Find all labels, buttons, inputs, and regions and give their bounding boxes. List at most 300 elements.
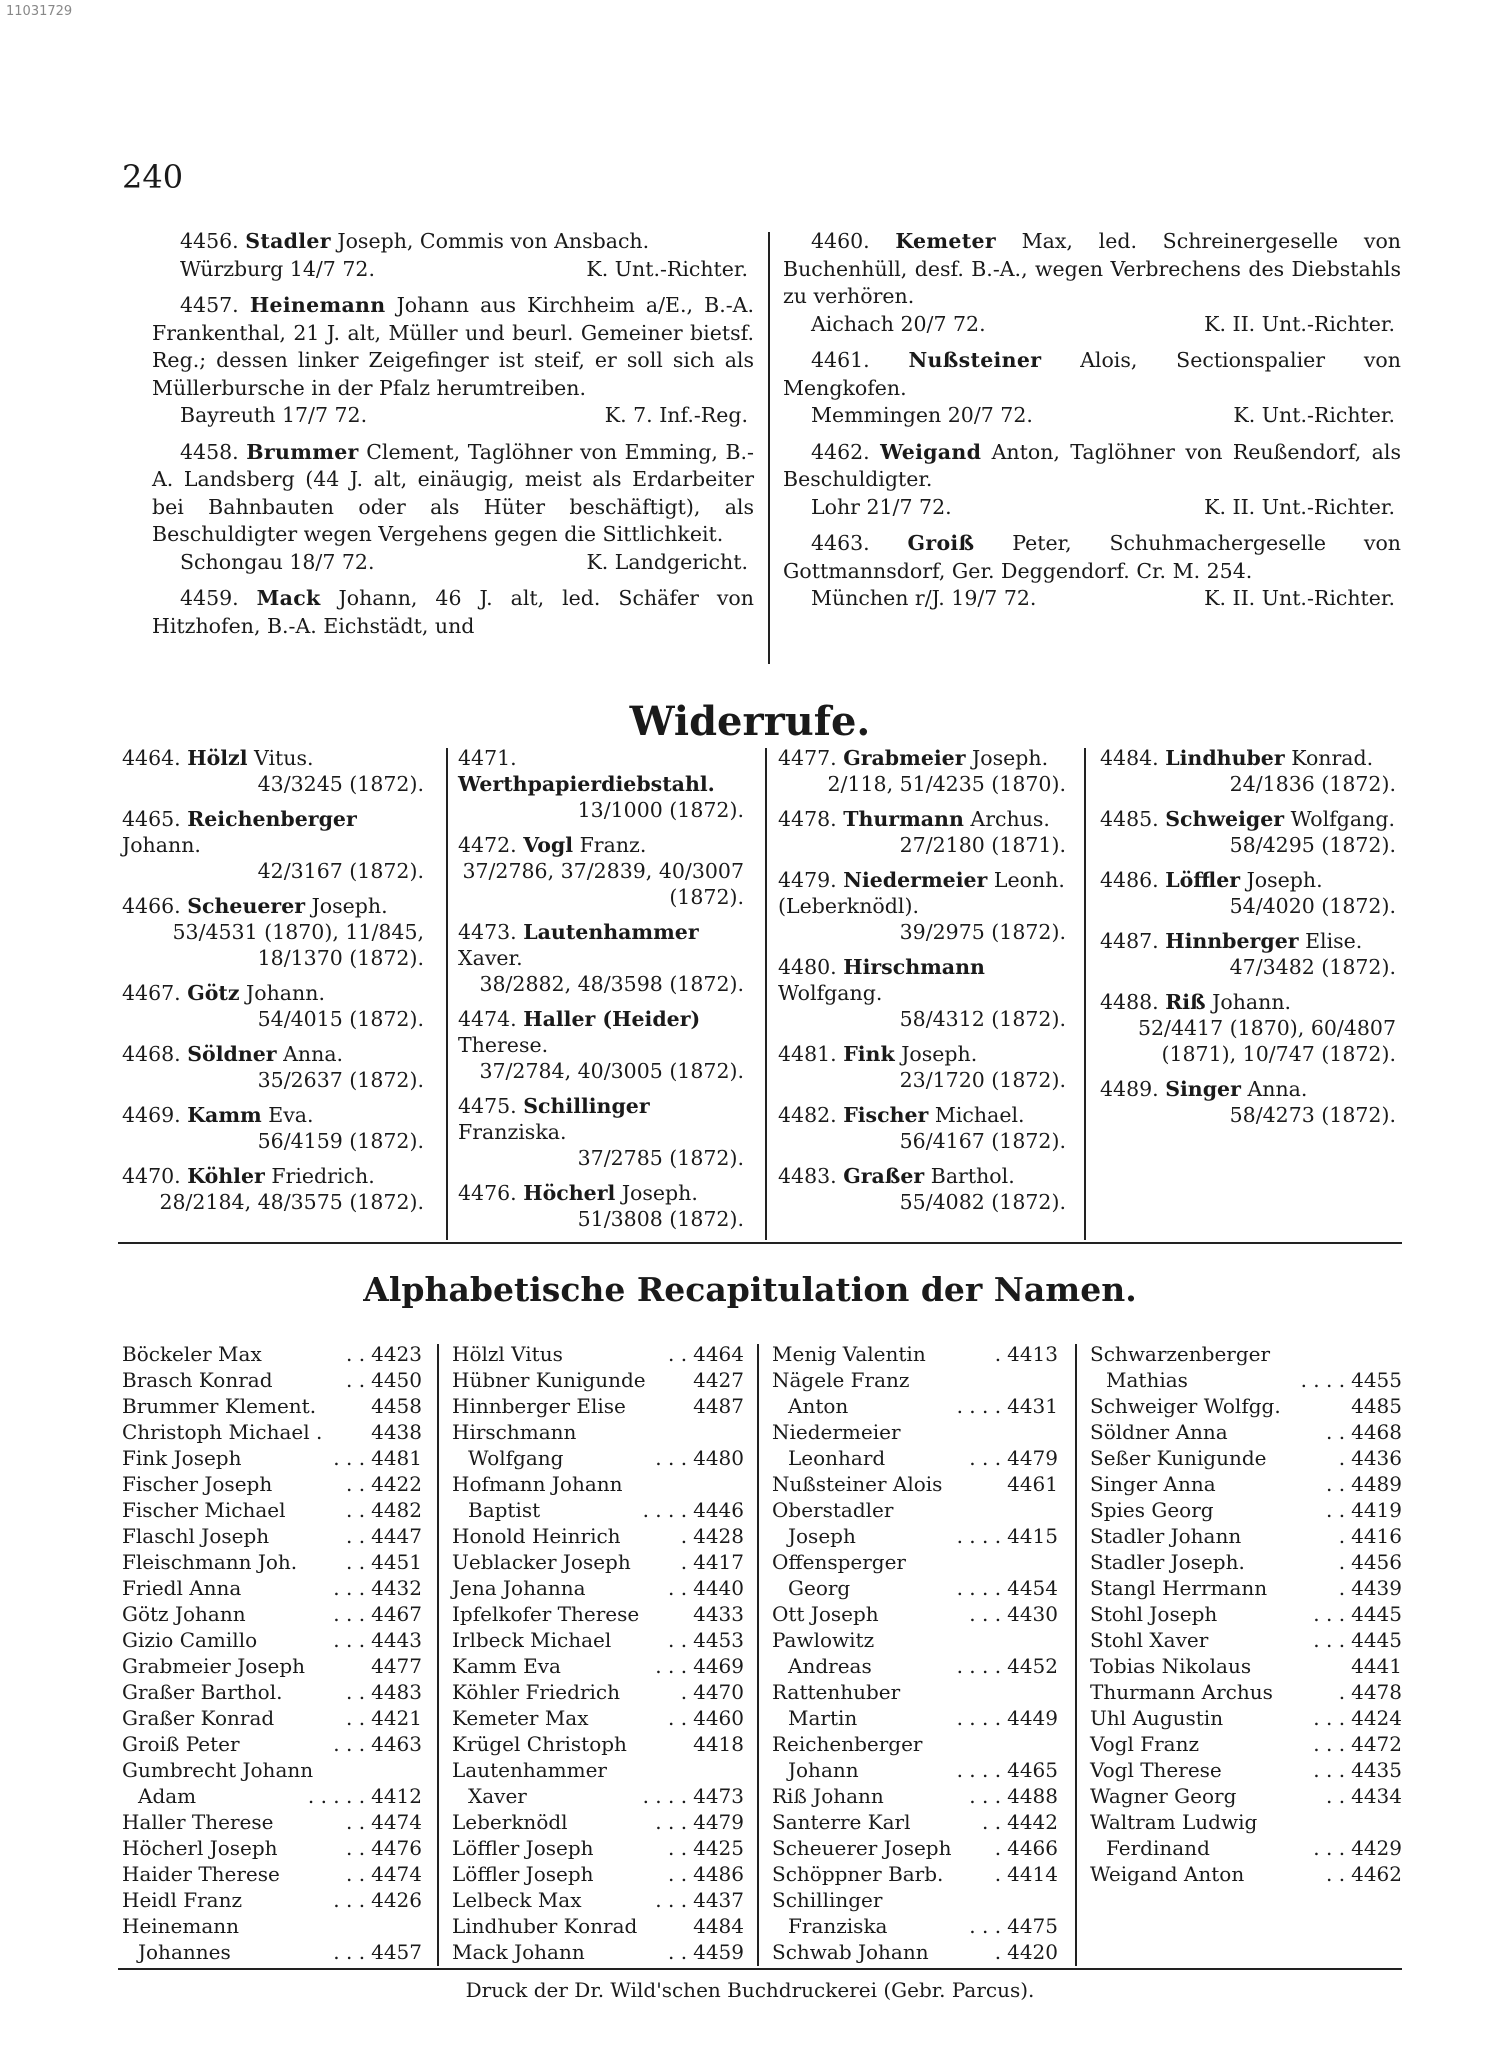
index-number: 4439 xyxy=(1351,1576,1402,1600)
index-number: 4454 xyxy=(1007,1576,1058,1600)
index-row xyxy=(122,1913,422,1939)
index-number: 4442 xyxy=(1007,1810,1058,1834)
index-number: 4438 xyxy=(371,1420,422,1444)
widerrufe-column-2 xyxy=(458,745,748,1241)
alphabetical-heading: Alphabetische Recapitulation der Namen. xyxy=(363,1270,1137,1309)
index-name: Ipfelkofer Therese xyxy=(452,1602,640,1626)
revocation-firstname: Johann. xyxy=(1212,990,1292,1014)
index-number: 4462 xyxy=(1351,1862,1402,1886)
revocation-surname: Höcherl xyxy=(523,1181,616,1205)
index-leader: . . . xyxy=(333,1602,366,1626)
revocation-reference: 39/2975 (1872). xyxy=(899,920,1066,944)
index-row xyxy=(452,1653,744,1679)
index-row xyxy=(452,1549,744,1575)
index-row xyxy=(1090,1549,1402,1575)
index-row xyxy=(122,1757,422,1783)
index-leader: . . . xyxy=(1313,1602,1346,1626)
index-row xyxy=(772,1705,1058,1731)
index-leader xyxy=(1257,1809,1402,1835)
entry-dateline xyxy=(152,549,754,577)
revocation-entry xyxy=(778,806,1070,858)
revocation-reference: 54/4020 (1872). xyxy=(1229,894,1396,918)
entry-dateline xyxy=(783,494,1401,522)
index-leader: . . xyxy=(1326,1498,1346,1522)
index-number: 4449 xyxy=(1007,1706,1058,1730)
index-leader: . . xyxy=(346,1550,366,1574)
index-number: 4428 xyxy=(693,1524,744,1548)
index-leader xyxy=(576,1419,744,1445)
index-leader xyxy=(623,1471,744,1497)
entry-authority: K. Landgericht. xyxy=(586,549,748,574)
notice-entry xyxy=(783,228,1401,338)
index-leader: . . xyxy=(346,1836,366,1860)
index-name: Stangl Herrmann xyxy=(1090,1576,1268,1600)
index-row xyxy=(1090,1653,1402,1679)
revocation-surname: Fink xyxy=(843,1042,895,1066)
entry-surname: Mack xyxy=(256,586,321,610)
index-leader: . . . xyxy=(1313,1706,1346,1730)
entry-surname: Nußsteiner xyxy=(908,348,1042,372)
index-name: Adam xyxy=(138,1784,197,1808)
scan-id: 11031729 xyxy=(6,4,73,19)
revocation-reference: 56/4167 (1872). xyxy=(899,1129,1066,1153)
revocation-surname: Scheuerer xyxy=(187,894,306,918)
revocation-number: 4472. xyxy=(458,833,517,857)
index-name: Brasch Konrad xyxy=(122,1368,273,1392)
index-name: Schöppner Barb. xyxy=(772,1862,944,1886)
index-leader: . . xyxy=(668,1862,688,1886)
index-leader: . . xyxy=(668,1342,688,1366)
revocation-firstname: Wolfgang. xyxy=(778,981,883,1005)
index-number: 4477 xyxy=(371,1654,422,1678)
index-row xyxy=(452,1809,744,1835)
revocation-reference: 47/3482 (1872). xyxy=(1229,955,1396,979)
index-row xyxy=(1090,1419,1402,1445)
revocation-firstname: Elise. xyxy=(1305,929,1363,953)
revocation-heading xyxy=(122,806,428,858)
entry-number: 4457. xyxy=(180,293,239,317)
index-name: Baptist xyxy=(468,1498,541,1522)
index-leader xyxy=(239,1913,422,1939)
index-row xyxy=(772,1835,1058,1861)
index-leader: . . xyxy=(346,1498,366,1522)
index-leader: . xyxy=(1338,1576,1346,1600)
index-leader: . . xyxy=(668,1836,688,1860)
index-row xyxy=(772,1627,1058,1653)
index-row xyxy=(452,1575,744,1601)
index-leader xyxy=(906,1549,1058,1575)
index-leader: . . xyxy=(346,1862,366,1886)
index-name: Lindhuber Konrad xyxy=(452,1914,638,1938)
index-leader: . . . xyxy=(333,1888,366,1912)
revocation-reference: 51/3808 (1872). xyxy=(577,1207,744,1231)
index-row xyxy=(1090,1601,1402,1627)
revocation-number: 4466. xyxy=(122,894,181,918)
index-row xyxy=(1090,1393,1402,1419)
index-name: Krügel Christoph xyxy=(452,1732,627,1756)
index-row xyxy=(772,1601,1058,1627)
index-row xyxy=(772,1497,1058,1523)
index-leader: . . . xyxy=(1313,1628,1346,1652)
entry-dateline xyxy=(783,311,1401,339)
index-leader xyxy=(607,1757,744,1783)
index-name: Oberstadler xyxy=(772,1498,894,1522)
index-number: 4443 xyxy=(371,1628,422,1652)
revocation-number: 4486. xyxy=(1100,868,1159,892)
revocation-surname: Köhler xyxy=(187,1164,265,1188)
revocation-number: 4475. xyxy=(458,1094,517,1118)
index-leader: . xyxy=(994,1862,1002,1886)
index-number: 4412 xyxy=(371,1784,422,1808)
index-number: 4424 xyxy=(1351,1706,1402,1730)
column-divider xyxy=(757,1344,759,1966)
index-row xyxy=(1090,1367,1402,1393)
revocation-surname: Werthpapierdiebstahl. xyxy=(458,772,715,796)
entry-number: 4456. xyxy=(180,229,239,253)
index-number: 4468 xyxy=(1351,1420,1402,1444)
index-name: Nägele Franz xyxy=(772,1368,910,1392)
index-number: 4474 xyxy=(371,1810,422,1834)
column-divider xyxy=(1084,748,1086,1240)
index-leader: . . . xyxy=(969,1446,1002,1470)
revocation-entry xyxy=(458,1180,748,1232)
notice-text xyxy=(783,530,1401,585)
index-row xyxy=(772,1939,1058,1965)
index-leader: . . . . xyxy=(956,1654,1002,1678)
index-name: Brummer Klement. xyxy=(122,1394,317,1418)
index-leader: . . . . xyxy=(1300,1368,1346,1392)
index-number: 4479 xyxy=(693,1810,744,1834)
revocation-entry xyxy=(122,980,428,1032)
index-number: 4422 xyxy=(371,1472,422,1496)
index-number: 4433 xyxy=(693,1602,744,1626)
revocation-heading xyxy=(122,980,428,1006)
index-row xyxy=(122,1497,422,1523)
index-number: 4431 xyxy=(1007,1394,1058,1418)
index-name: Tobias Nikolaus xyxy=(1090,1654,1252,1678)
index-leader xyxy=(901,1419,1058,1445)
index-row xyxy=(122,1523,422,1549)
revocation-reference: 24/1836 (1872). xyxy=(1229,772,1396,796)
index-number: 4445 xyxy=(1351,1602,1402,1626)
index-leader xyxy=(882,1887,1058,1913)
entry-authority: K. Unt.-Richter. xyxy=(586,256,748,281)
index-row xyxy=(1090,1341,1402,1367)
index-name: Schweiger Wolfgg. xyxy=(1090,1394,1281,1418)
index-leader: . . . xyxy=(655,1446,688,1470)
revocation-surname: Söldner xyxy=(187,1042,277,1066)
index-leader xyxy=(1270,1341,1402,1367)
index-name: Mathias xyxy=(1106,1368,1188,1392)
entry-authority: K. II. Unt.-Richter. xyxy=(1204,311,1395,336)
revocation-number: 4477. xyxy=(778,746,837,770)
index-number: 4459 xyxy=(693,1940,744,1964)
index-row xyxy=(452,1913,744,1939)
index-number: 4426 xyxy=(371,1888,422,1912)
revocation-firstname: Johann. xyxy=(122,833,201,857)
revocation-reference: 23/1720 (1872). xyxy=(899,1068,1066,1092)
index-leader: . . . xyxy=(333,1940,366,1964)
index-row xyxy=(772,1887,1058,1913)
column-divider xyxy=(768,232,770,664)
index-name: Böckeler Max xyxy=(122,1342,262,1366)
column-divider xyxy=(437,1344,439,1966)
revocation-heading xyxy=(458,1093,748,1145)
index-row xyxy=(122,1393,422,1419)
revocation-surname: Grabmeier xyxy=(843,746,966,770)
index-row xyxy=(122,1419,422,1445)
revocation-number: 4485. xyxy=(1100,807,1159,831)
index-name: Söldner Anna xyxy=(1090,1420,1228,1444)
index-leader: . . xyxy=(668,1628,688,1652)
index-name: Gizio Camillo xyxy=(122,1628,258,1652)
revocation-number: 4471. xyxy=(458,746,517,770)
revocation-number: 4479. xyxy=(778,868,837,892)
index-number: 4420 xyxy=(1007,1940,1058,1964)
index-name: Waltram Ludwig xyxy=(1090,1810,1258,1834)
index-number: 4487 xyxy=(693,1394,744,1418)
index-name: Haider Therese xyxy=(122,1862,280,1886)
index-leader: . . . . xyxy=(956,1706,1002,1730)
index-leader: . . xyxy=(346,1706,366,1730)
revocation-firstname: Leonh. (Leberknödl). xyxy=(778,868,1065,918)
index-name: Hölzl Vitus xyxy=(452,1342,563,1366)
revocation-surname: Hinnberger xyxy=(1165,929,1299,953)
index-number: 4456 xyxy=(1351,1550,1402,1574)
index-row xyxy=(452,1731,744,1757)
index-name: Leberknödl xyxy=(452,1810,568,1834)
index-name: Graßer Konrad xyxy=(122,1706,275,1730)
widerrufe-column-3 xyxy=(778,745,1070,1224)
revocation-reference: 43/3245 (1872). xyxy=(257,772,424,796)
revocation-firstname: Joseph. xyxy=(1246,868,1323,892)
notice-text xyxy=(152,585,754,640)
index-leader: . . xyxy=(1326,1862,1346,1886)
revocation-firstname: Archus. xyxy=(970,807,1050,831)
index-number: 4450 xyxy=(371,1368,422,1392)
index-row xyxy=(1090,1757,1402,1783)
index-number: 4436 xyxy=(1351,1446,1402,1470)
revocation-entry xyxy=(778,954,1070,1032)
revocation-heading xyxy=(778,1041,1070,1067)
index-number: 4437 xyxy=(693,1888,744,1912)
index-row xyxy=(772,1393,1058,1419)
index-name: Niedermeier xyxy=(772,1420,901,1444)
index-leader: . . xyxy=(668,1576,688,1600)
index-number: 4473 xyxy=(693,1784,744,1808)
index-number: 4453 xyxy=(693,1628,744,1652)
revocation-number: 4467. xyxy=(122,981,181,1005)
column-divider xyxy=(765,748,767,1240)
index-row xyxy=(452,1341,744,1367)
revocation-number: 4468. xyxy=(122,1042,181,1066)
entry-place-date: Memmingen 20/7 72. xyxy=(811,403,1033,427)
page-number: 240 xyxy=(122,158,184,196)
index-number: 4445 xyxy=(1351,1628,1402,1652)
index-number: 4475 xyxy=(1007,1914,1058,1938)
index-row xyxy=(1090,1575,1402,1601)
notice-entry xyxy=(783,530,1401,613)
index-name: Groiß Peter xyxy=(122,1732,240,1756)
index-leader: . . . . xyxy=(956,1394,1002,1418)
index-name: Schwab Johann xyxy=(772,1940,929,1964)
index-row xyxy=(122,1575,422,1601)
index-number: 4417 xyxy=(693,1550,744,1574)
index-row xyxy=(452,1887,744,1913)
index-name: Mack Johann xyxy=(452,1940,585,1964)
index-name: Anton xyxy=(788,1394,849,1418)
revocation-entry xyxy=(778,867,1070,945)
index-leader: . . xyxy=(1326,1472,1346,1496)
index-name: Götz Johann xyxy=(122,1602,246,1626)
index-name: Rattenhuber xyxy=(772,1680,901,1704)
index-leader xyxy=(1251,1653,1351,1679)
entry-authority: K. 7. Inf.-Reg. xyxy=(604,403,748,427)
index-leader: . . . xyxy=(1313,1758,1346,1782)
section-rule xyxy=(118,1242,1402,1244)
entry-place-date: München r/J. 19/7 72. xyxy=(811,586,1037,610)
notice-entry xyxy=(152,585,754,640)
index-row xyxy=(452,1367,744,1393)
notice-text xyxy=(783,439,1401,494)
index-row xyxy=(1090,1731,1402,1757)
index-number: 4460 xyxy=(693,1706,744,1730)
alphabetical-column-1 xyxy=(122,1341,422,1965)
index-number: 4478 xyxy=(1351,1680,1402,1704)
revocation-surname: Reichenberger xyxy=(187,807,357,831)
revocation-reference: 58/4273 (1872). xyxy=(1229,1103,1396,1127)
index-number: 4429 xyxy=(1351,1836,1402,1860)
index-row xyxy=(772,1367,1058,1393)
revocation-entry xyxy=(778,1163,1070,1215)
index-name: Wagner Georg xyxy=(1090,1784,1237,1808)
index-name: Fink Joseph xyxy=(122,1446,242,1470)
index-row xyxy=(122,1705,422,1731)
index-number: 4427 xyxy=(693,1368,744,1392)
widerrufe-column-1 xyxy=(122,745,428,1224)
index-leader: . . . xyxy=(655,1888,688,1912)
index-number: 4467 xyxy=(371,1602,422,1626)
index-name: Löffler Joseph xyxy=(452,1862,594,1886)
entry-surname: Stadler xyxy=(245,229,331,253)
index-number: 4455 xyxy=(1351,1368,1402,1392)
revocation-heading xyxy=(778,1102,1070,1128)
revocation-firstname: Konrad. xyxy=(1291,746,1374,770)
revocation-heading xyxy=(458,1180,748,1206)
index-number: 4419 xyxy=(1351,1498,1402,1522)
index-leader: . . xyxy=(346,1342,366,1366)
index-number: 4446 xyxy=(693,1498,744,1522)
entry-surname: Kemeter xyxy=(895,229,996,253)
revocation-firstname: Joseph. xyxy=(621,1181,698,1205)
revocation-firstname: Wolfgang. xyxy=(1290,807,1395,831)
revocation-reference: 2/118, 51/4235 (1870). xyxy=(827,772,1066,796)
index-leader xyxy=(923,1731,1059,1757)
index-name: Georg xyxy=(788,1576,851,1600)
index-leader: . . . . xyxy=(956,1758,1002,1782)
revocation-surname: Graßer xyxy=(843,1164,925,1188)
notice-entry xyxy=(152,292,754,430)
revocation-number: 4469. xyxy=(122,1103,181,1127)
revocation-firstname: Joseph. xyxy=(901,1042,978,1066)
index-row xyxy=(772,1757,1058,1783)
index-number: 4421 xyxy=(371,1706,422,1730)
index-number: 4465 xyxy=(1007,1758,1058,1782)
index-leader xyxy=(1281,1393,1351,1419)
index-name: Pawlowitz xyxy=(772,1628,875,1652)
index-number: 4474 xyxy=(371,1862,422,1886)
index-row xyxy=(452,1627,744,1653)
index-row xyxy=(122,1835,422,1861)
index-leader xyxy=(305,1653,371,1679)
index-leader: . . xyxy=(346,1368,366,1392)
entry-place-date: Schongau 18/7 72. xyxy=(180,549,375,574)
entry-authority: K. Unt.-Richter. xyxy=(1233,403,1395,427)
revocation-entry xyxy=(1100,806,1400,858)
entry-description: Clement, Taglöhner von Emming, B.-A. Landsberg (44 J. alt, einäugig, meist als Erdarbeiter bei Bahnbauten oder als Hüter beschäftigt), als Beschuldigter wegen Vergehens gegen die Sittlichkeit. xyxy=(152,439,754,546)
index-leader: . xyxy=(1338,1550,1346,1574)
index-leader xyxy=(637,1913,693,1939)
index-name: Vogl Franz xyxy=(1090,1732,1199,1756)
revocation-reference: 38/2882, 48/3598 (1872). xyxy=(479,972,744,996)
revocation-entry xyxy=(1100,928,1400,980)
bottom-rule xyxy=(118,1968,1402,1970)
revocation-heading xyxy=(778,1163,1070,1189)
index-name: Gumbrecht Johann xyxy=(122,1758,314,1782)
entry-dateline xyxy=(783,585,1401,613)
revocation-firstname: Joseph. xyxy=(311,894,388,918)
entry-surname: Heinemann xyxy=(249,293,386,317)
revocation-reference: 27/2180 (1871). xyxy=(899,833,1066,857)
notice-text xyxy=(152,292,754,402)
index-number: 4481 xyxy=(371,1446,422,1470)
printer-footer: Druck der Dr. Wild'schen Buchdruckerei (Gebr. Parcus). xyxy=(465,1978,1035,2002)
index-leader: . . . xyxy=(655,1810,688,1834)
index-name: Xaver xyxy=(468,1784,527,1808)
index-leader: . . xyxy=(668,1940,688,1964)
index-leader: . . . xyxy=(1313,1836,1346,1860)
index-name: Fischer Joseph xyxy=(122,1472,273,1496)
revocation-number: 4480. xyxy=(778,955,837,979)
revocation-firstname: Barthol. xyxy=(930,1164,1015,1188)
index-number: 4486 xyxy=(693,1862,744,1886)
index-leader: . . . xyxy=(969,1914,1002,1938)
revocation-number: 4478. xyxy=(778,807,837,831)
notice-text xyxy=(152,439,754,549)
index-row xyxy=(452,1705,744,1731)
index-name: Flaschl Joseph xyxy=(122,1524,270,1548)
revocation-entry xyxy=(1100,989,1400,1067)
index-leader: . . . xyxy=(333,1446,366,1470)
index-row xyxy=(772,1419,1058,1445)
index-name: Weigand Anton xyxy=(1090,1862,1245,1886)
revocation-heading xyxy=(1100,745,1400,771)
index-row xyxy=(122,1679,422,1705)
revocation-firstname: Vitus. xyxy=(254,746,314,770)
index-name: Joseph xyxy=(788,1524,856,1548)
revocation-firstname: Therese. xyxy=(458,1033,549,1057)
index-row xyxy=(772,1471,1058,1497)
index-row xyxy=(452,1939,744,1965)
index-row xyxy=(1090,1445,1402,1471)
revocation-number: 4474. xyxy=(458,1007,517,1031)
revocation-surname: Schweiger xyxy=(1165,807,1285,831)
index-leader: . . . xyxy=(969,1602,1002,1626)
index-name: Leonhard xyxy=(788,1446,886,1470)
index-row xyxy=(1090,1471,1402,1497)
index-leader xyxy=(942,1471,1007,1497)
index-name: Lautenhammer xyxy=(452,1758,607,1782)
